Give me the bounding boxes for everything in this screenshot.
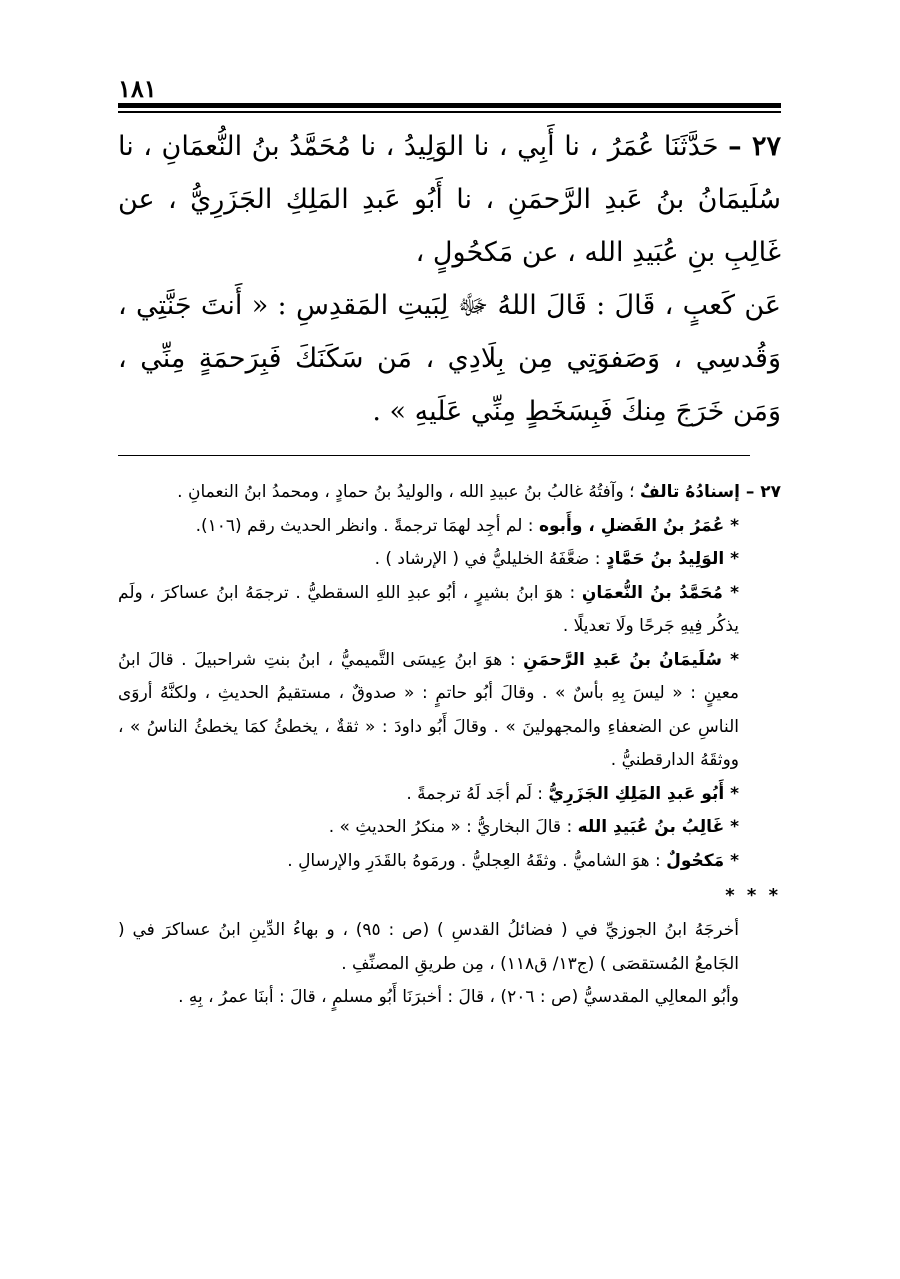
hadith-number: ٢٧ –: [728, 131, 781, 162]
footnote-separator-rule: [118, 455, 750, 456]
narrator-name: * غَالِبُ بنُ عُبَيدِ الله: [577, 817, 739, 837]
section-separator: * * *: [725, 885, 781, 906]
hadith-matn: عَن كَعبٍ ، قَالَ : قَالَ اللهُ ﷻ لِبَيتِ المَقدِسِ : « أَنتَ جَنَّتِي ، وَقُدسِي ، وَصَفوَتِي مِن بِلَادِي ، مَن سَكَنَكَ فَبِرَحمَةٍ مِنِّي ، وَمَن خَرَجَ مِنكَ فَبِسَخَطٍ مِنِّي عَلَيهِ » .: [118, 290, 781, 427]
narrator-note: : ضعَّفَهُ الخليليُّ في ( الإرشاد ) .: [374, 549, 606, 569]
hadith-isnad-paragraph: [118, 120, 781, 279]
header-rule-thick: [118, 103, 781, 108]
note-narrator: [118, 845, 781, 879]
narrator-note: : هوَ ابنُ بشيرٍ ، أبُو عبدِ اللهِ السقطيُّ . ترجمَهُ ابنُ عساكرَ ، ولَم يذكُر فِيهِ جَرحًا ولَا تعديلًا .: [118, 582, 739, 636]
hadith-matn-paragraph: [118, 279, 781, 438]
hadith-text: [118, 120, 781, 438]
header-rule-thin: [118, 111, 781, 113]
hadith-isnad: حَدَّثَنَا عُمَرُ ، نا أَبِي ، نا الوَلِيدُ ، نا مُحَمَّدُ بنُ النُّعمَانِ ، نا سُلَيمَانُ بنُ عَبدِ الرَّحمَنِ ، نا أَبُو عَبدِ المَلِكِ الجَزَرِيُّ ، عن غَالِبِ بنِ عُبَيدِ الله ، عن مَكحُولٍ ،: [118, 131, 781, 268]
note-narrator: [118, 510, 781, 544]
narrator-note: : لَم أجَد لَهُ ترجمةً .: [406, 783, 549, 804]
narrator-name: * مُحَمَّدُ بنُ النُّعمَانِ: [581, 582, 740, 603]
takhrij-paragraph: أخرجَهُ ابنُ الجوزيِّ في ( فضائلُ القدسِ ) (ص : ٩٥) ، و بهاءُ الدِّينِ ابنُ عساكرَ في ( الجَامعُ المُستقصَى ) (ج١٣/ ق١١٨) ، مِن طريقِ المصنِّفِ .: [118, 920, 739, 974]
narrator-name: * سُلَيمَانُ بنُ عَبدِ الرَّحمَنِ: [523, 649, 739, 670]
note-isnad-grade: [118, 476, 781, 510]
narrator-name: * مَكحُولٌ: [666, 850, 739, 871]
note-narrator: [118, 577, 781, 644]
takhrij-paragraph: وأبُو المعالِي المقدسيُّ (ص : ٢٠٦) ، قالَ : أخبرَنَا أَبُو مسلمٍ ، قالَ : أبنَا عمرُ ، بِهِ .: [178, 987, 739, 1007]
narrator-name: * أَبُو عَبدِ المَلِكِ الجَزَرِيُّ: [548, 783, 739, 804]
note-narrator: [118, 778, 781, 812]
narrator-note: : لم أجِد لهمَا ترجمةً . وانظر الحديث رقم (١٠٦).: [195, 515, 539, 536]
narrator-note: : هوَ الشاميُّ . وثقَهُ العِجليُّ . ورمَوهُ بالقَدَرِ والإرسالِ .: [287, 850, 667, 871]
narrator-name: * الوَلِيدُ بنُ حَمَّادٍ: [605, 549, 739, 569]
narrator-note: : هوَ ابنُ عِيسَى التَّميميُّ ، ابنُ بنتِ شراحبيلَ . قالَ ابنُ معينٍ : « ليسَ بِهِ بأسٌ » . وقالَ أبُو حاتمٍ : « صدوقٌ ، مستقيمُ الحديثِ ، ولكنَّهُ أروَى الناسِ عن الضعفاءِ والمجهولينَ » . وقالَ أَبُو داودَ : « ثقةٌ ، يخطئُ كمَا يخطئُ الناسُ » ، ووثقَهُ الدارقطنيُّ .: [118, 649, 739, 770]
note-narrator: [118, 543, 781, 577]
note-narrator: [118, 644, 781, 778]
note-label: ٢٧ – إسنادُهُ تالفٌ: [639, 482, 781, 502]
footnotes: [118, 476, 781, 1015]
narrator-note: : قالَ البخاريُّ : « منكرُ الحديثِ » .: [328, 817, 578, 837]
note-narrator: [118, 811, 781, 845]
narrator-name: * عُمَرُ بنُ الفَضلِ ، وأَبوه: [538, 515, 739, 536]
note-text: ؛ وآفتُهُ غالبُ بنُ عبيدِ الله ، والوليدُ بنُ حمادٍ ، ومحمدُ ابنُ النعمانِ .: [177, 482, 640, 502]
page-number: ١٨١: [118, 74, 157, 103]
